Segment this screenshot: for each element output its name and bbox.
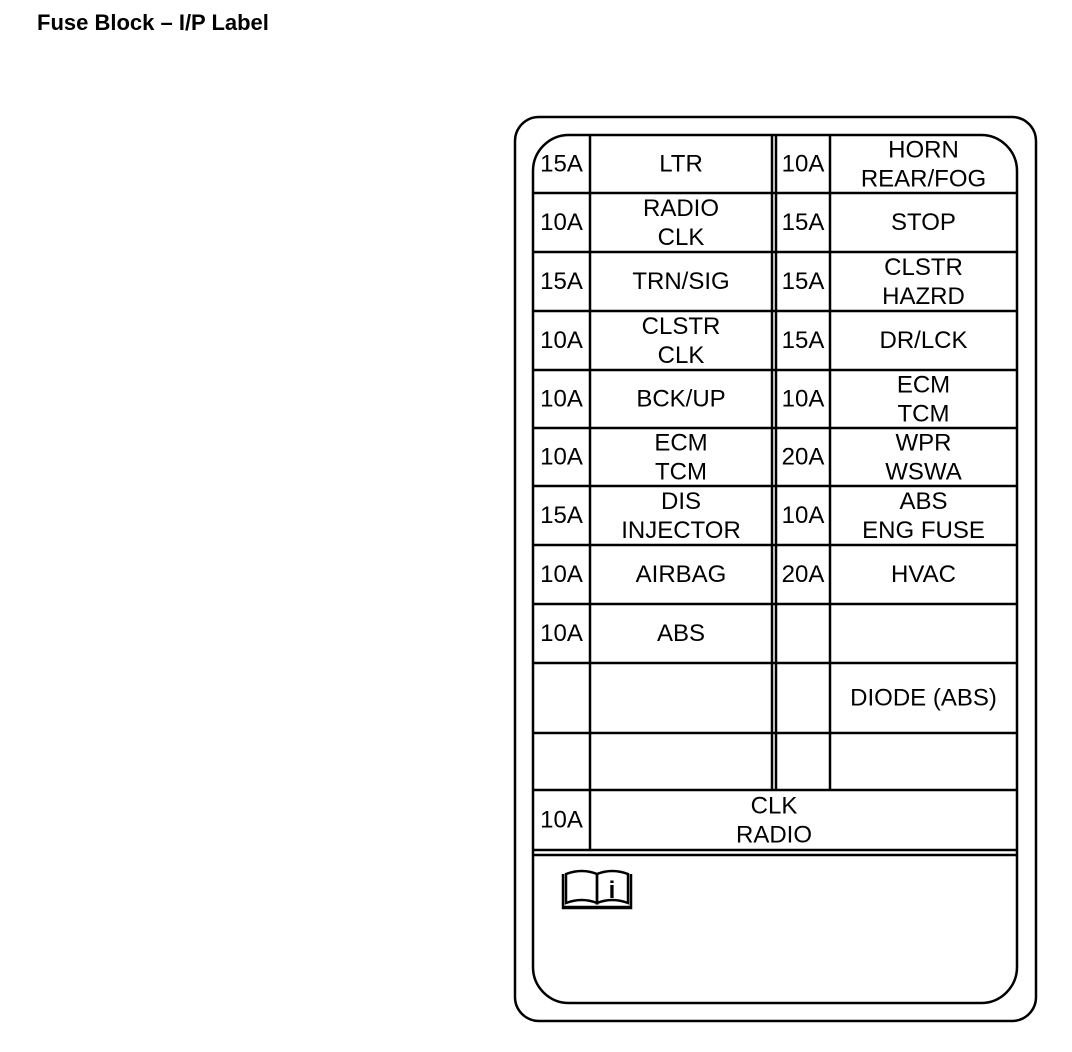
info-letter: i <box>608 877 616 904</box>
fuse-amperage-label: 10A <box>540 443 583 471</box>
fuse-circuit-label: ECM <box>654 429 708 457</box>
fuse-amperage-label: 15A <box>540 150 583 178</box>
fuse-circuit-label: LTR <box>659 150 703 178</box>
fuse-circuit-label: REAR/FOG <box>860 165 987 193</box>
fuse-amperage-label: 20A <box>781 561 825 588</box>
fuse-circuit-label: TCM <box>897 400 950 428</box>
fuse-amperage-label: 10A <box>540 561 583 588</box>
manual-info-icon <box>563 871 631 908</box>
fuse-circuit-label: ENG FUSE <box>862 517 985 544</box>
fuse-circuit-label: DR/LCK <box>879 327 968 354</box>
fuse-circuit-label: CLK <box>657 342 705 369</box>
fuse-circuit-label: CLSTR <box>641 313 721 340</box>
fuse-amperage-label: 10A <box>540 806 583 834</box>
fuse-circuit-label: CLK <box>750 792 798 820</box>
fuse-amperage-label: 15A <box>540 502 583 529</box>
fuse-amperage-label: 15A <box>781 209 825 236</box>
fuse-circuit-label: BCK/UP <box>636 385 726 413</box>
fuse-circuit-label: ABS <box>656 620 706 647</box>
fuse-amperage-label: 10A <box>540 385 583 413</box>
fuse-amperage-label: 10A <box>781 150 825 178</box>
fuse-circuit-label: RADIO <box>642 195 720 222</box>
fuse-circuit-label: HVAC <box>891 561 956 588</box>
fuse-cells <box>540 137 997 849</box>
fuse-amperage-label: 10A <box>540 620 583 647</box>
fuse-circuit-label: HORN <box>888 136 959 164</box>
fuse-circuit-label: RADIO <box>735 821 813 849</box>
fuse-amperage-label: 15A <box>781 268 825 295</box>
fuse-amperage-label: 20A <box>781 443 825 471</box>
diagram-title: Fuse Block – I/P Label <box>37 10 269 35</box>
fuse-amperage-label: 10A <box>540 327 583 354</box>
fuse-amperage-label: 10A <box>540 209 583 236</box>
fuse-circuit-label: INJECTOR <box>621 517 741 544</box>
fuse-circuit-label: DIODE (ABS) <box>850 684 997 712</box>
fuse-amperage-label: 10A <box>781 502 825 529</box>
fuse-amperage-label: 10A <box>781 385 825 413</box>
fuse-amperage-label: 15A <box>540 268 583 295</box>
fuse-circuit-label: DIS <box>660 488 702 515</box>
fuse-circuit-label: TRN/SIG <box>632 268 730 295</box>
fuse-circuit-label: ECM <box>896 371 951 399</box>
fuse-amperage-label: 15A <box>781 327 825 354</box>
fuse-circuit-label: TCM <box>655 458 707 486</box>
fuse-circuit-label: WSWA <box>885 458 962 486</box>
fuse-circuit-label: AIRBAG <box>635 561 727 588</box>
fuse-circuit-label: CLK <box>657 224 705 251</box>
fuse-circuit-label: CLSTR <box>884 254 963 281</box>
fuse-circuit-label: HAZRD <box>882 283 965 310</box>
fuse-circuit-label: WPR <box>895 429 952 457</box>
fuse-circuit-label: STOP <box>891 209 956 236</box>
fuse-circuit-label: ABS <box>899 488 948 515</box>
